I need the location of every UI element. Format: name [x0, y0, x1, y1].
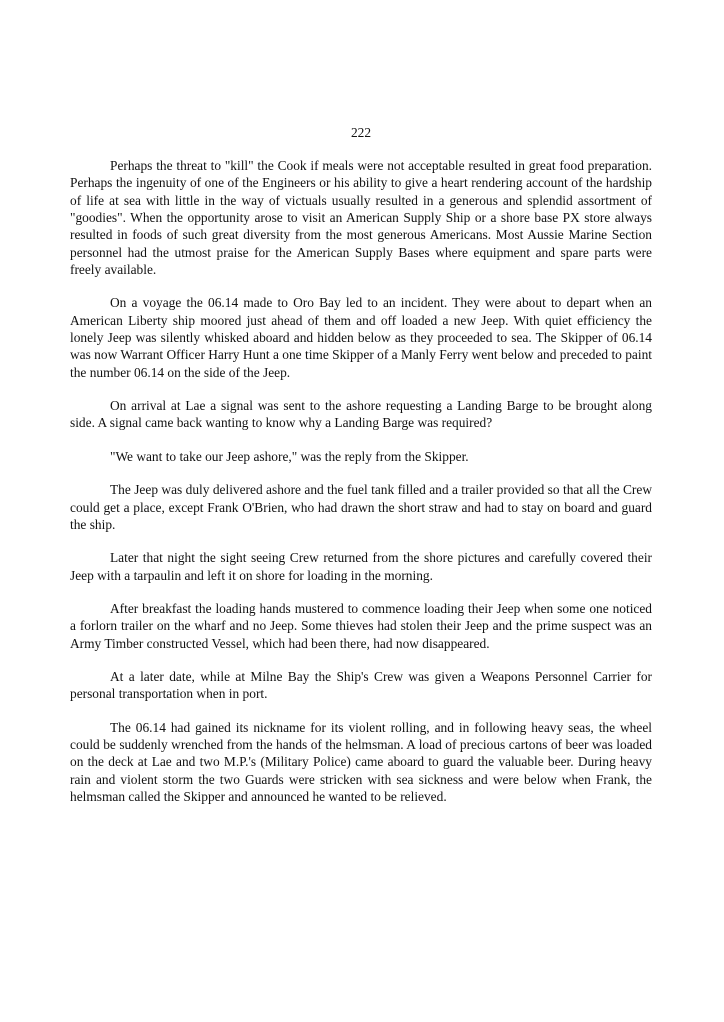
document-page: [70, 0, 652, 1022]
paragraph: "We want to take our Jeep ashore," was the reply from the Skipper.: [110, 448, 469, 464]
paragraph: Perhaps the threat to "kill" the Cook if meals were not acceptable resulted in great food preparation. Perhaps the ingenuity of one of the Engineers or his ability to give a heart rendering account of the hardship of life at sea with little in the way of victuals usually resulted in a generous and splendid assortment of "goodies". When the opportunity arose to visit an American Supply Ship or a shore base PX store always resulted in foods of such great diversity from the most generous Americans. Most Aussie Marine Section personnel had the utmost praise for the American Supply Bases where equipment and spare parts were freely available.: [70, 158, 652, 278]
paragraph: The Jeep was duly delivered ashore and the fuel tank filled and a trailer provided so that all the Crew could get a place, except Frank O'Brien, who had drawn the short straw and had to stay on board and guard the ship.: [70, 482, 652, 532]
paragraph: On a voyage the 06.14 made to Oro Bay led to an incident. They were about to depart when an American Liberty ship moored just ahead of them and off loaded a new Jeep. With quiet efficiency the lonely Jeep was silently whisked aboard and hidden below as they proceeded to sea. The Skipper of 06.14 was now Warrant Officer Harry Hunt a one time Skipper of a Manly Ferry went below and preceded to paint the number 06.14 on the side of the Jeep.: [70, 295, 652, 380]
paragraph: Later that night the sight seeing Crew returned from the shore pictures and carefully covered their Jeep with a tarpaulin and left it on shore for loading in the morning.: [70, 550, 652, 583]
page-number: 222: [350, 125, 372, 140]
paragraph: At a later date, while at Milne Bay the Ship's Crew was given a Weapons Personnel Carrier for personal transportation when in port.: [70, 668, 652, 702]
paragraph: On arrival at Lae a signal was sent to the ashore requesting a Landing Barge to be brought along side. A signal came back wanting to know why a Landing Barge was required?: [70, 398, 652, 431]
body-text: [70, 157, 652, 821]
paragraph: The 06.14 had gained its nickname for its violent rolling, and in following heavy seas, the wheel could be suddenly wrenched from the hands of the helmsman. A load of precious cartons of beer was loaded on the deck at Lae and two M.P.'s (Military Police) came aboard to guard the valuable beer. During heavy rain and violent storm the two Guards were stricken with sea sickness and were below when Frank, the helmsman called the Skipper and announced he wanted to be relieved.: [70, 719, 652, 804]
paragraph: After breakfast the loading hands mustered to commence loading their Jeep when some one noticed a forlorn trailer on the wharf and no Jeep. Some thieves had stolen their Jeep and the prime suspect was an Army Timber constructed Vessel, which had been there, had now disappeared.: [70, 600, 652, 651]
